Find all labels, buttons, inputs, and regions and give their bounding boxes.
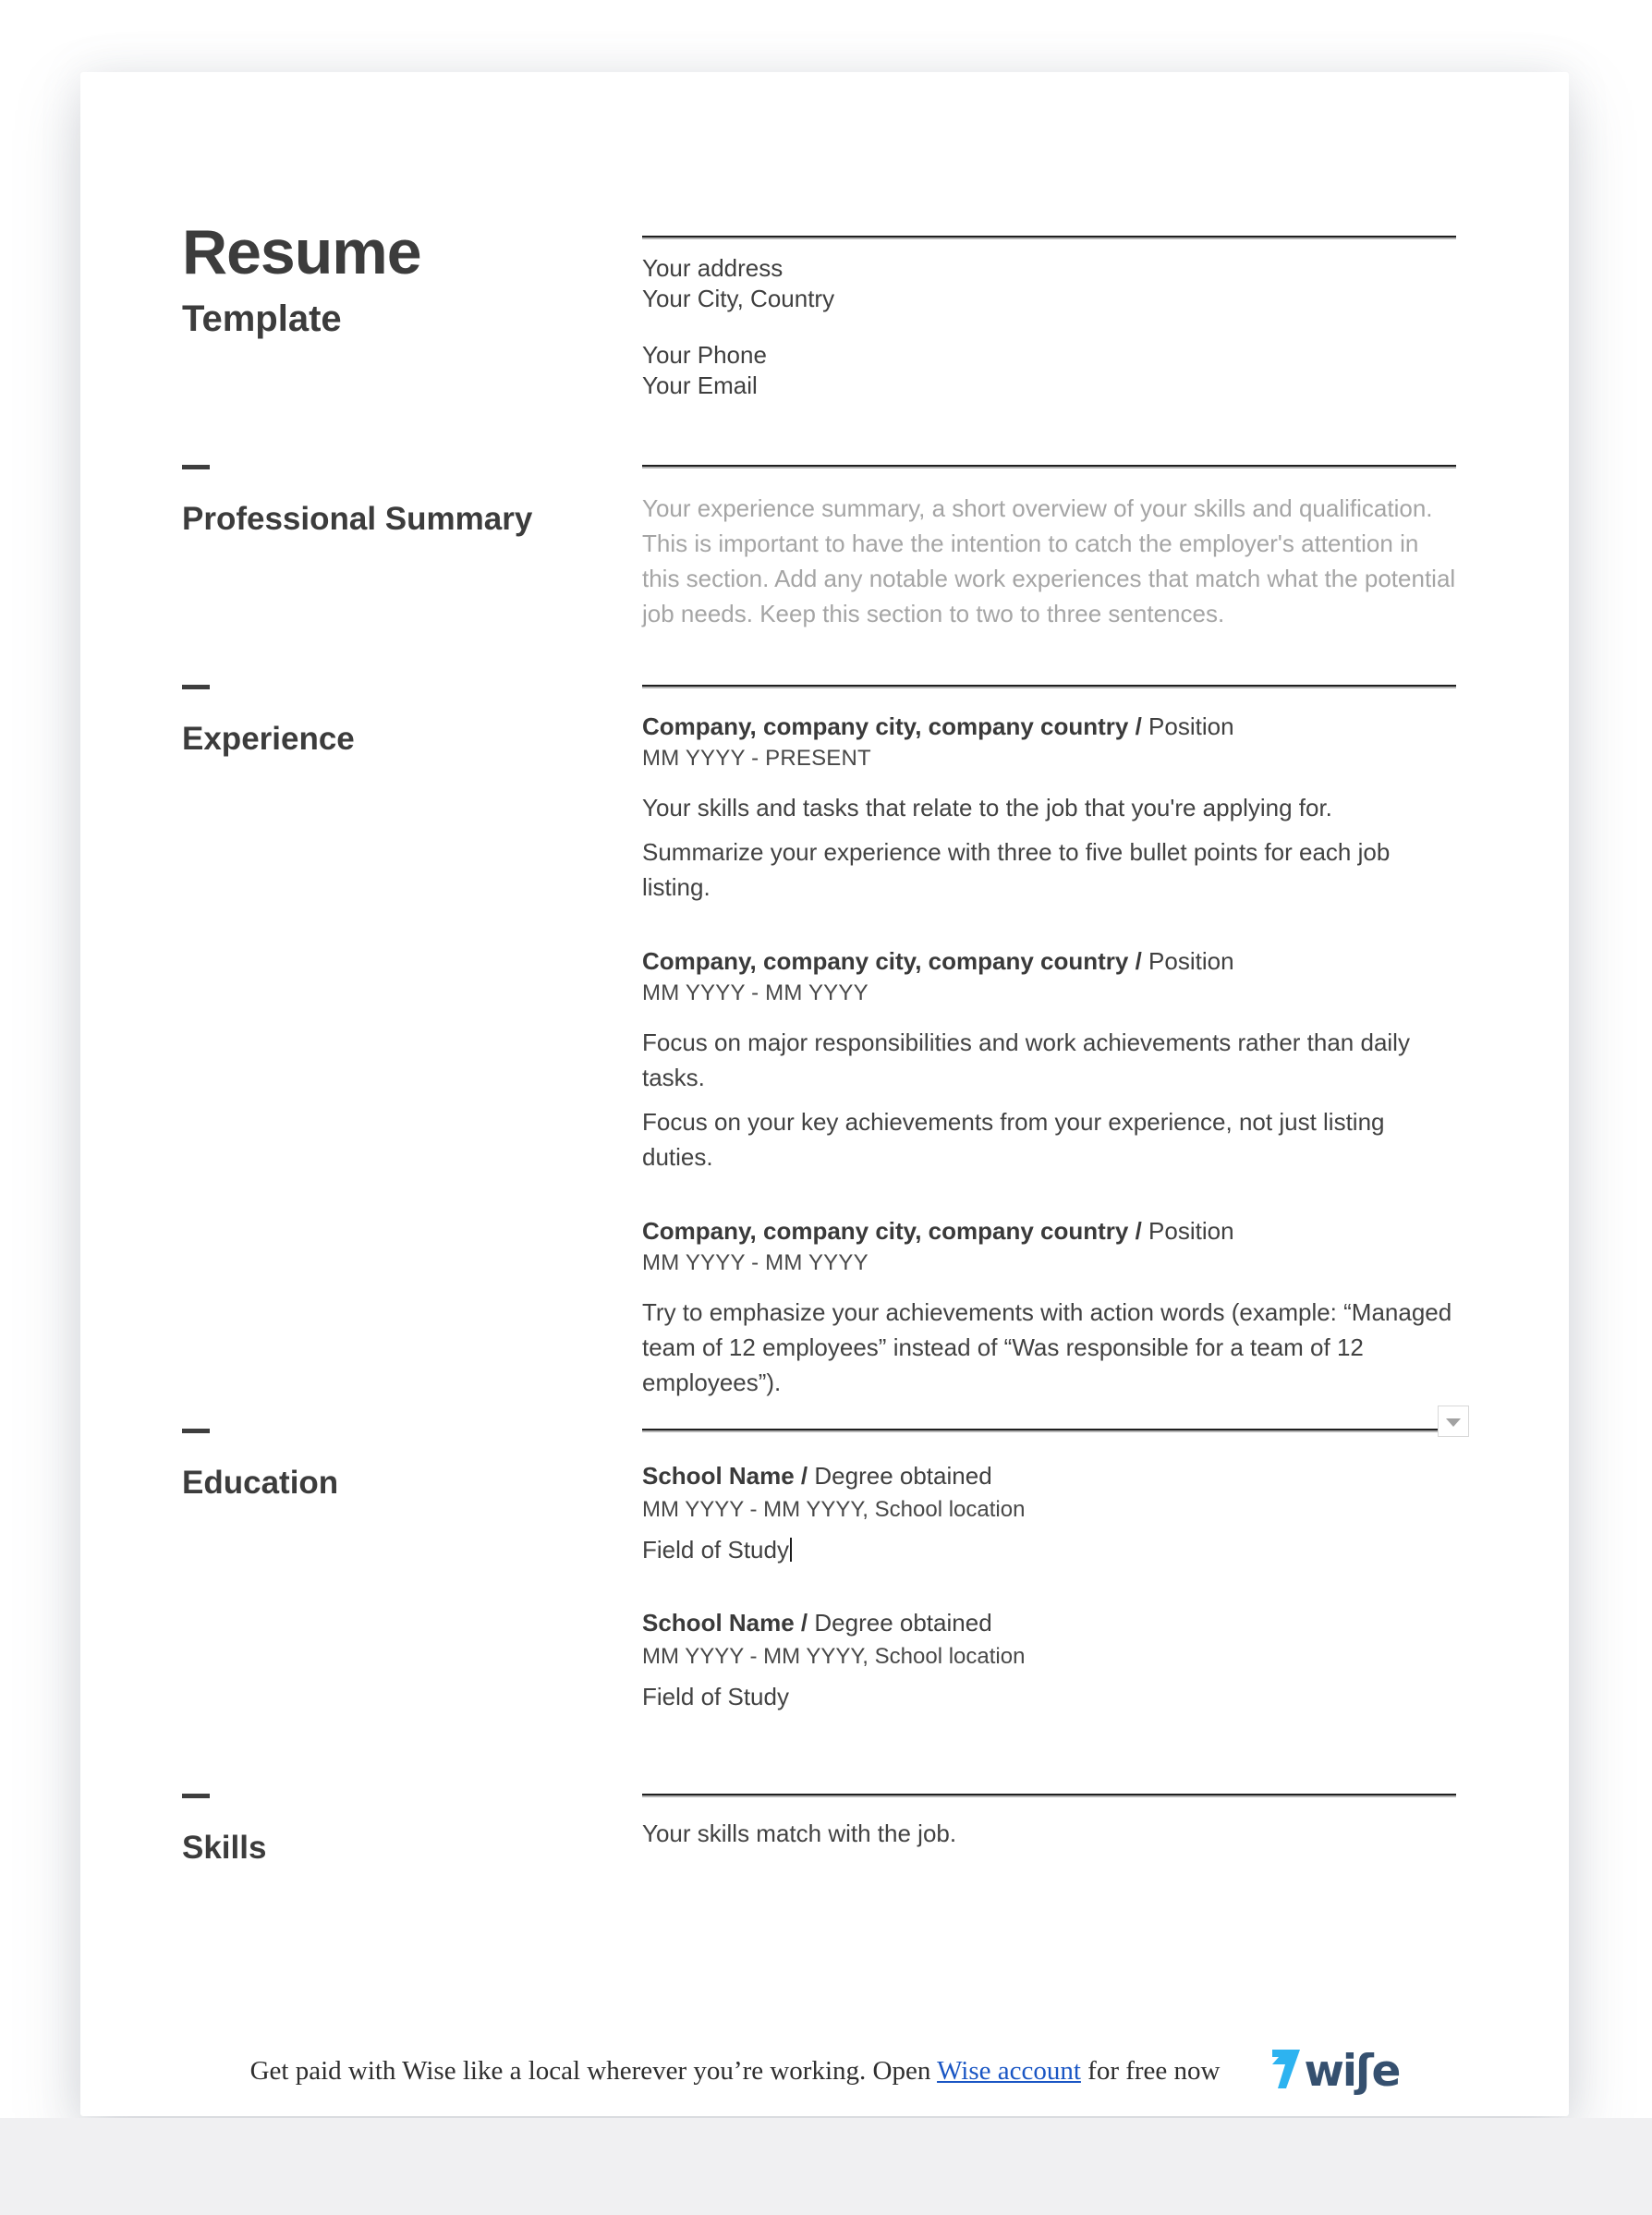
job-title [642,711,1456,742]
footer-text-after: for free now [1080,2056,1221,2086]
field-of-study [642,1536,1456,1564]
field-of-study-text: Field of Study [642,1536,789,1564]
page-background-strip [0,2118,1652,2215]
section-dash [182,1794,210,1798]
job-company: Company, company city, company country / [642,712,1149,740]
wise-account-link[interactable]: Wise account [937,2056,1081,2086]
footer-text-before: Get paid with Wise like a local wherever you’re working. Open [249,2056,938,2086]
section-dash [182,465,210,469]
job-position: Position [1148,947,1234,975]
field-of-study: Field of Study [642,1683,789,1710]
dropdown-button[interactable] [1438,1406,1469,1437]
contact-block [642,253,1456,401]
resume-template-card [80,72,1569,2116]
job-dates: MM YYYY - MM YYYY [642,1250,869,1275]
summary-divider [642,465,1456,469]
education-heading: Education [182,1465,339,1501]
school-title [642,1460,1456,1491]
footer-text [250,2056,1221,2087]
text-cursor [790,1538,792,1562]
skills-section [182,1782,1458,1867]
school-dates: MM YYYY - MM YYYY, School location [642,1644,1026,1669]
experience-section [182,673,1458,1400]
contact-phone: Your Phone [642,341,767,369]
experience-heading: Experience [182,721,355,757]
footer [80,2046,1569,2097]
wise-logo [1270,2046,1400,2097]
header-section [182,217,1458,401]
wise-wordmark: wiʃe [1304,2046,1400,2097]
education-entry [642,1460,1456,1564]
job-title [642,1215,1456,1247]
job-entry [642,945,1456,1174]
job-position: Position [1148,1217,1234,1245]
school-name: School Name / [642,1609,815,1637]
dropdown-arrow-icon [1446,1418,1461,1427]
degree: Degree obtained [814,1462,992,1490]
contact-address: Your address [642,254,783,282]
school-name: School Name / [642,1462,815,1490]
school-dates: MM YYYY - MM YYYY, School location [642,1497,1026,1522]
job-dates: MM YYYY - PRESENT [642,746,871,771]
degree: Degree obtained [814,1609,992,1637]
wise-flag-icon [1270,2050,1302,2090]
job-entry [642,711,1456,905]
job-paragraph: Focus on your key achievements from your experience, not just listing duties. [642,1108,1385,1171]
section-dash [182,1429,210,1433]
job-paragraph: Try to emphasize your achievements with action words (example: “Managed team of 12 employees” instead of “Was responsible for a team of 12 employees”). [642,1298,1452,1396]
education-divider [642,1429,1456,1432]
skills-heading: Skills [182,1830,267,1866]
job-paragraph: Your skills and tasks that relate to the job that you're applying for. [642,794,1332,821]
job-dates: MM YYYY - MM YYYY [642,980,869,1005]
experience-divider [642,685,1456,688]
contact-email: Your Email [642,371,758,399]
education-section [182,1417,1458,1711]
job-paragraph: Summarize your experience with three to five bullet points for each job listing. [642,838,1391,901]
job-entry [642,1215,1456,1400]
education-entry [642,1607,1456,1711]
contact-city: Your City, Country [642,285,835,312]
job-paragraph: Focus on major responsibilities and work achievements rather than daily tasks. [642,1028,1410,1091]
section-dash [182,685,210,689]
skills-divider [642,1794,1456,1797]
contact-divider [642,236,1456,239]
summary-placeholder: Your experience summary, a short overview of your skills and qualification. This is important to have the intention to catch the employer's attention in this section. Add any notable work experiences that match what the potential job needs. Keep this section to two to three sentences. [642,494,1456,627]
summary-section [182,453,1458,631]
summary-heading: Professional Summary [182,501,533,537]
page-title: Resume [182,217,421,287]
page-subtitle: Template [182,298,342,339]
school-title [642,1607,1456,1638]
job-position: Position [1148,712,1234,740]
job-company: Company, company city, company country / [642,1217,1149,1245]
job-company: Company, company city, company country / [642,947,1149,975]
skills-text: Your skills match with the job. [642,1819,957,1847]
job-title [642,945,1456,977]
